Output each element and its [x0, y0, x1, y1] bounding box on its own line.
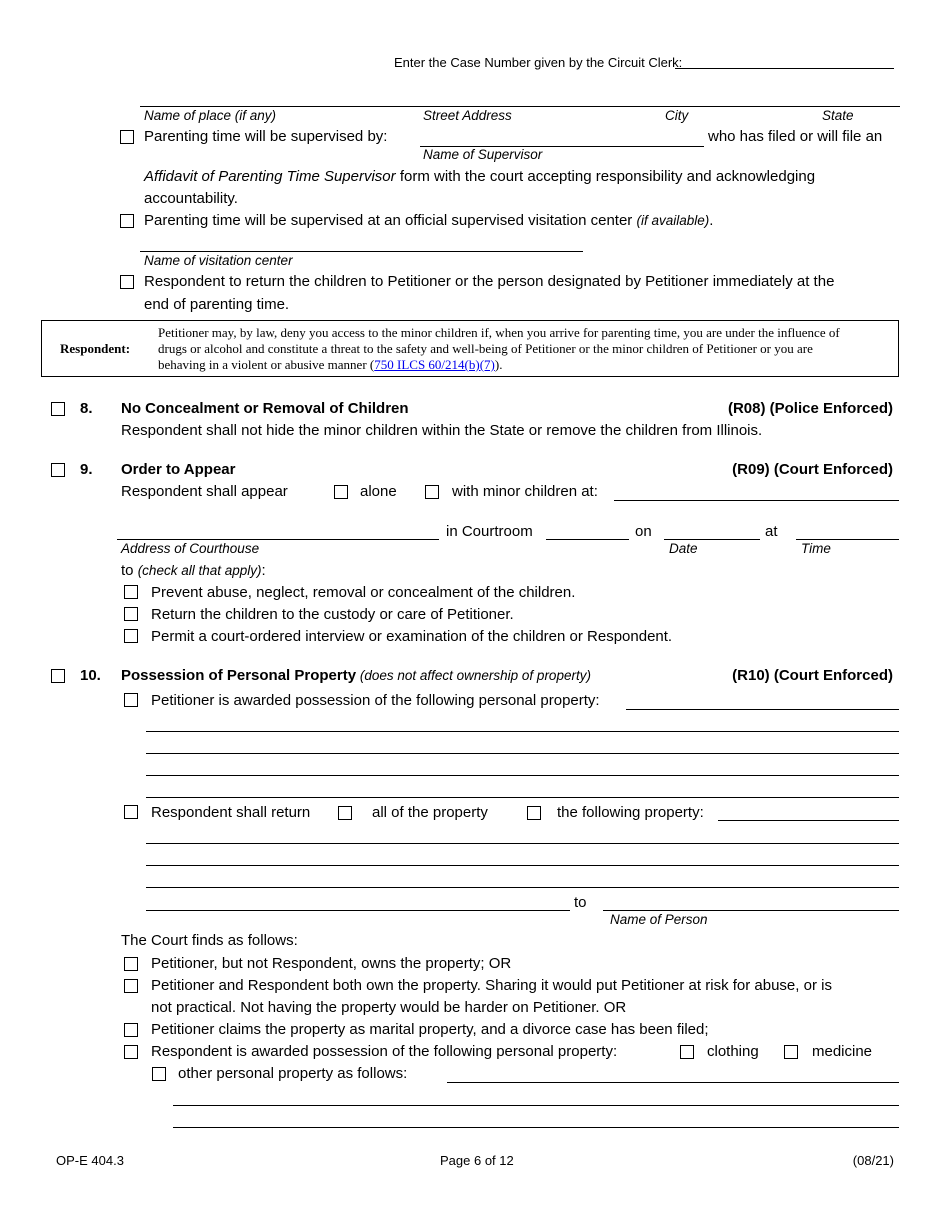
return-property-field-4[interactable]	[146, 887, 899, 888]
check-all-text: to (check all that apply):	[121, 562, 266, 579]
notice-line-2: drugs or alcohol and constitute a threat to the safety and well-being of Petitioner or the minor children of Petitioner or you are	[158, 341, 813, 356]
date-label: Date	[669, 541, 698, 556]
date-field[interactable]	[664, 539, 760, 540]
section-9-number: 9.	[80, 461, 93, 478]
all-property-checkbox[interactable]	[338, 806, 352, 820]
following-property-label: the following property:	[557, 804, 704, 821]
clothing-label: clothing	[707, 1043, 759, 1060]
with-children-checkbox[interactable]	[425, 485, 439, 499]
supervisor-checkbox[interactable]	[120, 130, 134, 144]
appear-location-field[interactable]	[614, 500, 899, 501]
return-custody-checkbox[interactable]	[124, 607, 138, 621]
find-2-label-2: not practical. Not having the property would be harder on Petitioner. OR	[151, 999, 627, 1016]
petitioner-awarded-label: Petitioner is awarded possession of the following personal property:	[151, 692, 600, 709]
supervised-by-text: Parenting time will be supervised by:	[144, 128, 388, 145]
find-2-checkbox[interactable]	[124, 979, 138, 993]
section-8-title: No Concealment or Removal of Children	[121, 400, 409, 417]
page-number: Page 6 of 12	[440, 1153, 514, 1168]
person-name-label: Name of Person	[610, 912, 708, 927]
case-number-label: Enter the Case Number given by the Circuit Clerk:	[394, 55, 683, 70]
permit-interview-label: Permit a court-ordered interview or examination of the children or Respondent.	[151, 628, 673, 645]
with-children-label: with minor children at:	[452, 483, 598, 500]
medicine-checkbox[interactable]	[784, 1045, 798, 1059]
supervisor-name-label: Name of Supervisor	[423, 147, 543, 162]
time-field[interactable]	[796, 539, 899, 540]
other-property-checkbox[interactable]	[152, 1067, 166, 1081]
find-1-label: Petitioner, but not Respondent, owns the property; OR	[151, 955, 512, 972]
respondent-return-checkbox[interactable]	[124, 805, 138, 819]
accountability-text: accountability.	[144, 190, 238, 207]
revision-date: (08/21)	[852, 1153, 894, 1168]
time-label: Time	[801, 541, 831, 556]
property-field-4[interactable]	[146, 775, 899, 776]
alone-checkbox[interactable]	[334, 485, 348, 499]
person-name-field[interactable]	[603, 910, 899, 911]
return-property-field-5[interactable]	[146, 910, 570, 911]
other-property-field-1[interactable]	[447, 1082, 899, 1083]
section-8-text: Respondent shall not hide the minor children within the State or remove the children from Illinois.	[121, 422, 763, 439]
respondent-awarded-checkbox[interactable]	[124, 1045, 138, 1059]
section-8-checkbox[interactable]	[51, 402, 65, 416]
section-9-checkbox[interactable]	[51, 463, 65, 477]
visitation-center-checkbox[interactable]	[120, 214, 134, 228]
section-10-number: 10.	[80, 667, 101, 684]
section-8-code: (R08) (Police Enforced)	[727, 400, 893, 417]
city-label: City	[665, 108, 689, 123]
following-property-checkbox[interactable]	[527, 806, 541, 820]
section-10-code: (R10) (Court Enforced)	[732, 667, 893, 684]
who-filed-text: who has filed or will file an	[708, 128, 883, 145]
return-property-field-3[interactable]	[146, 865, 899, 866]
property-field-1[interactable]	[626, 709, 899, 710]
find-1-checkbox[interactable]	[124, 957, 138, 971]
other-property-field-2[interactable]	[173, 1105, 899, 1106]
petitioner-awarded-checkbox[interactable]	[124, 693, 138, 707]
return-property-field-2[interactable]	[146, 843, 899, 844]
prevent-abuse-checkbox[interactable]	[124, 585, 138, 599]
alone-label: alone	[360, 483, 397, 500]
find-3-label: Petitioner claims the property as marital property, and a divorce case has been filed;	[151, 1021, 709, 1038]
notice-line-3: behaving in a violent or abusive manner (750 ILCS 60/214(b)(7)).	[158, 357, 503, 372]
place-name-label: Name of place (if any)	[144, 108, 277, 123]
visitation-center-text: Parenting time will be supervised at an official supervised visitation center (if available).	[144, 212, 714, 229]
respondent-awarded-label: Respondent is awarded possession of the following personal property:	[151, 1043, 618, 1060]
in-courtroom-text: in Courtroom	[446, 523, 533, 540]
medicine-label: medicine	[812, 1043, 873, 1060]
other-property-field-3[interactable]	[173, 1127, 899, 1128]
respondent-return-label: Respondent shall return	[151, 804, 311, 821]
return-custody-label: Return the children to the custody or care of Petitioner.	[151, 606, 514, 623]
courthouse-label: Address of Courthouse	[121, 541, 260, 556]
return-children-text-2: end of parenting time.	[144, 296, 290, 313]
find-2-label-1: Petitioner and Respondent both own the property. Sharing it would put Petitioner at risk for abuse, or is	[151, 977, 832, 994]
property-field-2[interactable]	[146, 731, 899, 732]
return-property-field-1[interactable]	[718, 820, 899, 821]
prevent-abuse-label: Prevent abuse, neglect, removal or concealment of the children.	[151, 584, 576, 601]
other-property-label: other personal property as follows:	[178, 1065, 408, 1082]
section-9-title: Order to Appear	[121, 461, 236, 478]
return-children-checkbox[interactable]	[120, 275, 134, 289]
section-8-number: 8.	[80, 400, 93, 417]
visitation-center-label: Name of visitation center	[144, 253, 293, 268]
find-3-checkbox[interactable]	[124, 1023, 138, 1037]
courtroom-field[interactable]	[546, 539, 629, 540]
notice-line-1: Petitioner may, by law, deny you access to the minor children if, when you arrive for parenting time, you are under the influence of	[158, 325, 840, 340]
all-property-label: all of the property	[372, 804, 488, 821]
section-10-title: Possession of Personal Property (does not affect ownership of property)	[121, 667, 591, 684]
affidavit-text: Affidavit of Parenting Time Supervisor form with the court accepting responsibility and acknowledging	[144, 168, 816, 185]
at-text: at	[765, 523, 778, 540]
section-10-checkbox[interactable]	[51, 669, 65, 683]
statute-link[interactable]: 750 ILCS 60/214(b)(7)	[374, 357, 495, 372]
permit-interview-checkbox[interactable]	[124, 629, 138, 643]
court-finds-text: The Court finds as follows:	[121, 932, 298, 949]
case-number-field[interactable]	[675, 68, 894, 69]
place-address-line[interactable]	[140, 106, 900, 107]
form-id: OP-E 404.3	[56, 1153, 124, 1168]
property-field-3[interactable]	[146, 753, 899, 754]
state-label: State	[822, 108, 854, 123]
visitation-center-field[interactable]	[140, 251, 583, 252]
return-children-text-1: Respondent to return the children to Petitioner or the person designated by Petitioner immediately at the	[144, 273, 835, 290]
property-field-5[interactable]	[146, 797, 899, 798]
street-address-label: Street Address	[423, 108, 512, 123]
clothing-checkbox[interactable]	[680, 1045, 694, 1059]
courthouse-address-field[interactable]	[117, 539, 439, 540]
on-text: on	[635, 523, 652, 540]
to-text: to	[574, 894, 587, 911]
respondent-notice-label: Respondent:	[60, 341, 131, 356]
appear-text: Respondent shall appear	[121, 483, 288, 500]
section-9-code: (R09) (Court Enforced)	[732, 461, 893, 478]
